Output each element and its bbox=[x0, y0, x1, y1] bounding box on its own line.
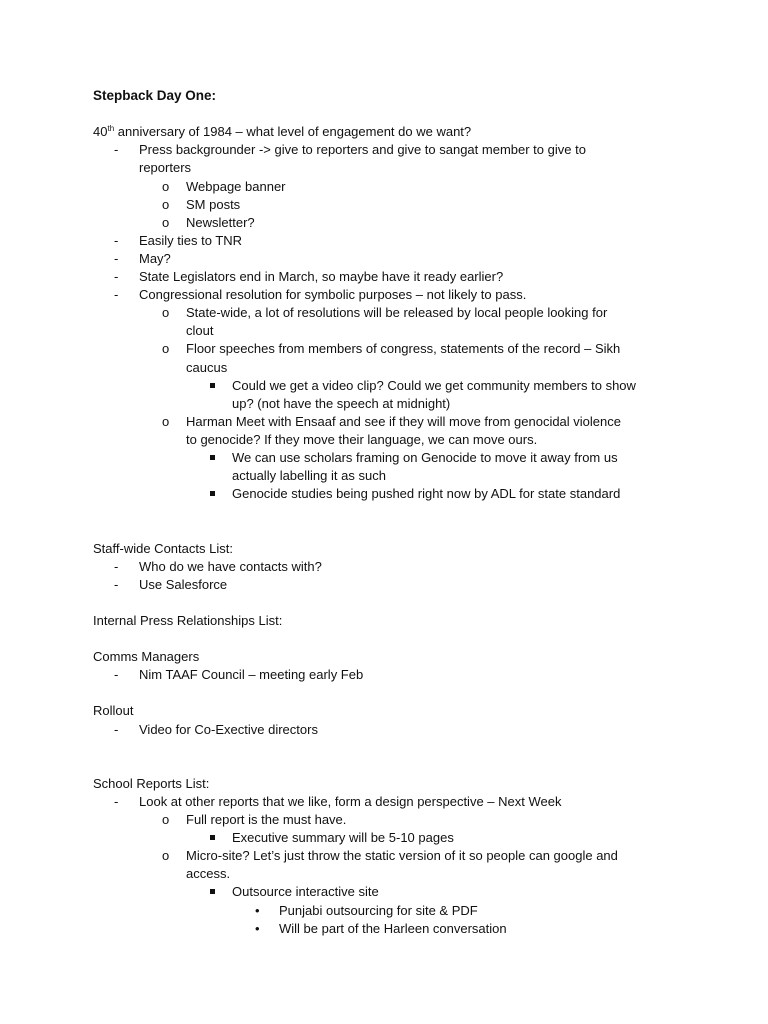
dash-bullet-icon: - bbox=[114, 269, 119, 284]
circle-bullet-icon: o bbox=[162, 214, 170, 230]
dash-bullet-icon: - bbox=[114, 558, 119, 574]
line-text: Easily ties to TNR bbox=[139, 232, 243, 248]
line-text: clout bbox=[186, 323, 214, 339]
line-text: Could we get a video clip? Could we get community members to show bbox=[232, 377, 636, 393]
line-text: Use Salesforce bbox=[139, 576, 228, 592]
line-text: Congressional resolution for symbolic purposes – not likely to pass. bbox=[139, 287, 527, 303]
line-text: State-wide, a lot of resolutions will be released by local people looking for bbox=[186, 305, 608, 321]
text-line bbox=[0, 123, 768, 141]
list-item-continuation bbox=[0, 359, 768, 377]
list-item bbox=[0, 902, 768, 920]
dash-bullet-icon: - bbox=[114, 793, 119, 809]
list-item-continuation bbox=[0, 322, 768, 340]
dash-bullet-icon: - bbox=[114, 287, 119, 303]
line-text: State Legislators end in March, so maybe have it ready earlier? bbox=[139, 269, 504, 284]
dot-bullet-icon: • bbox=[255, 920, 260, 936]
text-line bbox=[0, 702, 768, 720]
line-text: caucus bbox=[186, 359, 228, 375]
line-text: anniversary of 1984 – what level of engagement do we want? bbox=[114, 124, 472, 140]
list-item bbox=[0, 377, 768, 395]
list-item bbox=[0, 141, 768, 159]
line-text: Webpage banner bbox=[186, 178, 286, 194]
text-line bbox=[0, 540, 768, 558]
dash-bullet-icon: - bbox=[114, 142, 119, 158]
circle-bullet-icon: o bbox=[162, 305, 170, 321]
text-line bbox=[0, 612, 768, 630]
list-item-continuation bbox=[0, 159, 768, 177]
line-text: Nim TAAF Council – meeting early Feb bbox=[139, 667, 364, 683]
circle-bullet-icon: o bbox=[162, 848, 170, 864]
text-line bbox=[0, 775, 768, 793]
line-text: School Reports List: bbox=[93, 775, 210, 791]
list-item bbox=[0, 883, 768, 901]
list-item bbox=[0, 268, 768, 286]
square-bullet-icon bbox=[210, 383, 215, 388]
line-text: access. bbox=[186, 866, 231, 882]
list-item bbox=[0, 232, 768, 250]
list-item bbox=[0, 304, 768, 322]
line-text: Press backgrounder -> give to reporters and give to sangat member to give to bbox=[139, 142, 586, 158]
list-item-continuation bbox=[0, 865, 768, 883]
dash-bullet-icon: - bbox=[114, 721, 119, 737]
line-text: Genocide studies being pushed right now by ADL for state standard bbox=[232, 486, 621, 502]
line-text: Stepback Day One: bbox=[93, 88, 217, 103]
list-item bbox=[0, 250, 768, 268]
list-item bbox=[0, 721, 768, 739]
list-item bbox=[0, 286, 768, 304]
line-text: We can use scholars framing on Genocide to move it away from us bbox=[232, 450, 618, 465]
circle-bullet-icon: o bbox=[162, 341, 170, 357]
square-bullet-icon bbox=[210, 835, 215, 840]
document-heading bbox=[0, 87, 768, 105]
dash-bullet-icon: - bbox=[114, 667, 119, 683]
circle-bullet-icon: o bbox=[162, 178, 170, 194]
dash-bullet-icon: - bbox=[114, 576, 119, 592]
list-item bbox=[0, 793, 768, 811]
circle-bullet-icon: o bbox=[162, 413, 170, 429]
list-item bbox=[0, 558, 768, 576]
list-item bbox=[0, 340, 768, 358]
line-text: Executive summary will be 5-10 pages bbox=[232, 830, 454, 846]
line-text: up? (not have the speech at midnight) bbox=[232, 395, 451, 411]
line-text: Punjabi outsourcing for site & PDF bbox=[279, 902, 478, 918]
line-text: Floor speeches from members of congress, statements of the record – Sikh bbox=[186, 341, 621, 357]
line-text: Full report is the must have. bbox=[186, 812, 347, 827]
line-text: Comms Managers bbox=[93, 649, 200, 665]
square-bullet-icon bbox=[210, 889, 215, 894]
list-item bbox=[0, 576, 768, 594]
list-item-continuation bbox=[0, 467, 768, 485]
list-item bbox=[0, 666, 768, 684]
line-text-group bbox=[93, 123, 471, 141]
list-item bbox=[0, 449, 768, 467]
list-item bbox=[0, 847, 768, 865]
line-text: actually labelling it as such bbox=[232, 468, 386, 484]
list-item bbox=[0, 413, 768, 431]
circle-bullet-icon: o bbox=[162, 196, 170, 212]
line-text: Will be part of the Harleen conversation bbox=[279, 920, 507, 936]
list-item-continuation bbox=[0, 431, 768, 449]
line-text: Harman Meet with Ensaaf and see if they will move from genocidal violence bbox=[186, 413, 621, 429]
line-text: SM posts bbox=[186, 196, 241, 212]
dot-bullet-icon: • bbox=[255, 902, 260, 918]
line-text: Internal Press Relationships List: bbox=[93, 612, 283, 628]
dash-bullet-icon: - bbox=[114, 250, 119, 266]
line-text: Video for Co-Exective directors bbox=[139, 721, 318, 737]
list-item bbox=[0, 811, 768, 829]
square-bullet-icon bbox=[210, 491, 215, 496]
line-text: Newsletter? bbox=[186, 214, 255, 230]
line-text: Who do we have contacts with? bbox=[139, 558, 322, 574]
line-text: to genocide? If they move their language, we can move ours. bbox=[186, 431, 538, 447]
list-item bbox=[0, 829, 768, 847]
line-text: Staff-wide Contacts List: bbox=[93, 540, 233, 556]
line-text: Rollout bbox=[93, 703, 134, 719]
text-line bbox=[0, 648, 768, 666]
circle-bullet-icon: o bbox=[162, 812, 170, 827]
list-item bbox=[0, 196, 768, 214]
list-item bbox=[0, 214, 768, 232]
line-text: Look at other reports that we like, form a design perspective – Next Week bbox=[139, 793, 562, 809]
list-item-continuation bbox=[0, 395, 768, 413]
line-text: May? bbox=[139, 250, 171, 266]
line-text: Micro-site? Let’s just throw the static version of it so people can google and bbox=[186, 848, 618, 864]
line-text: Outsource interactive site bbox=[232, 884, 379, 900]
square-bullet-icon bbox=[210, 455, 215, 460]
list-item bbox=[0, 178, 768, 196]
line-text: reporters bbox=[139, 160, 192, 176]
dash-bullet-icon: - bbox=[114, 232, 119, 248]
list-item bbox=[0, 920, 768, 938]
ordinal-suffix: th bbox=[107, 124, 115, 134]
ordinal-number: 40 bbox=[93, 124, 108, 140]
list-item bbox=[0, 485, 768, 503]
